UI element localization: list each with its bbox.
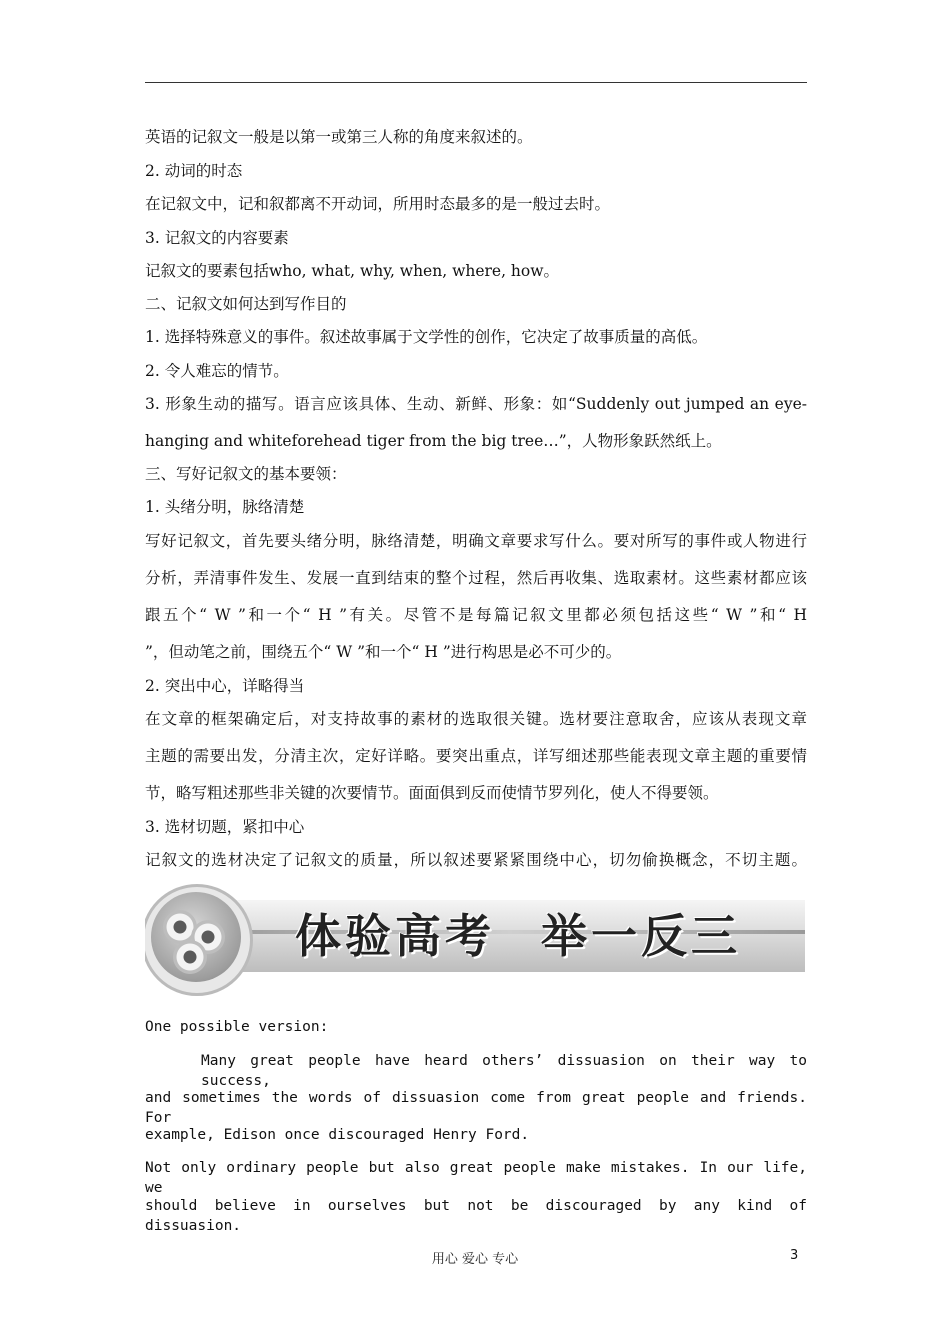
text-line: 记叙文的要素包括who, what, why, when, where, how。 bbox=[145, 262, 560, 280]
banner-title-part1: 体验高考 bbox=[295, 909, 495, 963]
banner-title-part2: 举一反三 bbox=[541, 909, 741, 963]
text-line: 记叙文的选材决定了记叙文的质量，所以叙述要紧紧围绕中心，切勿偷换概念，不切主题。 bbox=[145, 851, 807, 869]
text-line: ”，但动笔之前，围绕五个“ W ”和一个“ H ”进行构思是必不可少的。 bbox=[145, 643, 622, 661]
text-line: 主题的需要出发，分清主次，定好详略。要突出重点，详写细述那些能表现文章主题的重要情 bbox=[145, 747, 807, 765]
text-line: 3. 选材切题，紧扣中心 bbox=[145, 818, 305, 836]
text-line: 2. 突出中心，详略得当 bbox=[145, 677, 305, 695]
text-line: 英语的记叙文一般是以第一或第三人称的角度来叙述的。 bbox=[145, 128, 533, 146]
english-line: and sometimes the words of dissuasion come from great people and friends. For bbox=[145, 1090, 807, 1126]
section-banner bbox=[145, 878, 805, 1000]
page-number: 3 bbox=[790, 1248, 799, 1263]
text-line: 3. 记叙文的内容要素 bbox=[145, 229, 289, 247]
text-line: 在记叙文中，记和叙都离不开动词，所用时态最多的是一般过去时。 bbox=[145, 195, 611, 213]
english-line: example, Edison once discouraged Henry Ford. bbox=[145, 1127, 530, 1143]
text-line: 2. 令人难忘的情节。 bbox=[145, 362, 289, 380]
english-line: Many great people have heard others’ dissuasion on their way to success, bbox=[201, 1053, 807, 1089]
english-line: One possible version: bbox=[145, 1019, 329, 1035]
english-line: should believe in ourselves but not be discouraged by any kind of dissuasion. bbox=[145, 1198, 807, 1234]
text-line: 节，略写粗述那些非关键的次要情节。面面俱到反而使情节罗列化，使人不得要领。 bbox=[145, 784, 719, 802]
text-line: 在文章的框架确定后，对支持故事的素材的选取很关键。选材要注意取舍，应该从表现文章 bbox=[145, 710, 807, 728]
flower-icon bbox=[173, 940, 207, 974]
text-line: 3. 形象生动的描写。语言应该具体、生动、新鲜、形象：如“Suddenly out jumped an eye- bbox=[145, 395, 807, 413]
text-line: 1. 头绪分明，脉络清楚 bbox=[145, 498, 305, 516]
text-line: hanging and whiteforehead tiger from the big tree…”，人物形象跃然纸上。 bbox=[145, 432, 722, 450]
text-line: 1. 选择特殊意义的事件。叙述故事属于文学性的创作，它决定了故事质量的高低。 bbox=[145, 328, 708, 346]
english-line: Not only ordinary people but also great people make mistakes. In our life, we bbox=[145, 1160, 807, 1196]
text-line: 三、写好记叙文的基本要领： bbox=[145, 465, 347, 483]
header-rule bbox=[145, 82, 807, 83]
flower-emblem-icon bbox=[151, 892, 241, 982]
text-line: 二、记叙文如何达到写作目的 bbox=[145, 295, 347, 313]
banner-title bbox=[295, 900, 741, 972]
text-line: 2. 动词的时态 bbox=[145, 162, 243, 180]
text-line: 跟五个“ W ”和一个“ H ”有关。尽管不是每篇记叙文里都必须包括这些“ W ”和“ H bbox=[145, 606, 807, 624]
text-line: 写好记叙文，首先要头绪分明，脉络清楚，明确文章要求写什么。要对所写的事件或人物进行 bbox=[145, 532, 807, 550]
footer-text: 用心 爱心 专心 bbox=[431, 1252, 519, 1267]
text-line: 分析，弄清事件发生、发展一直到结束的整个过程，然后再收集、选取素材。这些素材都应该 bbox=[145, 569, 807, 587]
